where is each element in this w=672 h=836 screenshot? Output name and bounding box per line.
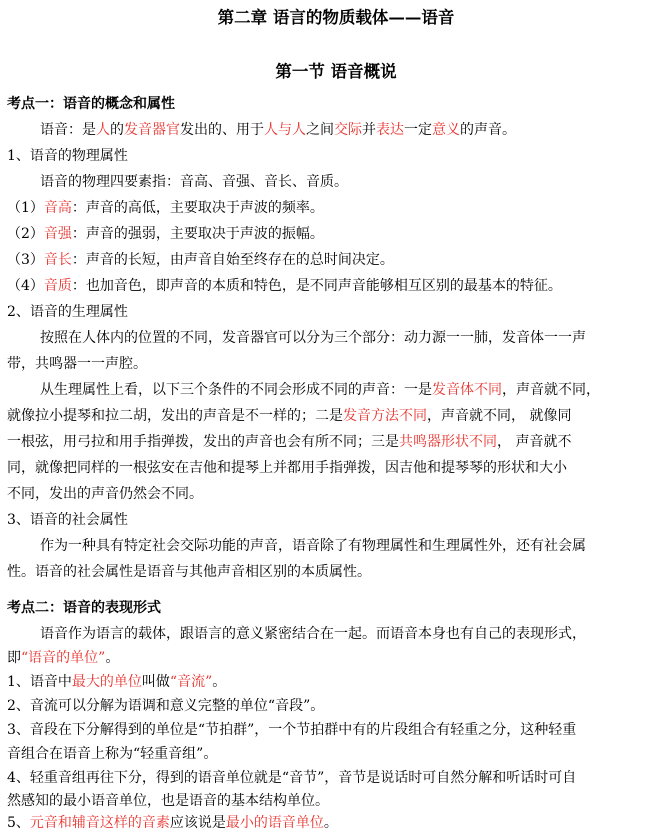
unit-item-3-line1: 3、音段在下分解得到的单位是“节拍群”，一个节拍群中有的片段组合有轻重之分，这种轻重 [7, 722, 577, 738]
physiological-p2-line2: 就像拉小提琴和拉二胡，发出的声音是不一样的；二是发音方法不同，声音就不同， 就像同 [7, 408, 572, 424]
social-line1: 作为一种具有特定社会交际功能的声音，语音除了有物理属性和生理属性外，还有社会属 [40, 538, 586, 554]
physical-item-1: （1）音高：声音的高低，主要取决于声波的频率。 [7, 200, 324, 216]
chapter-title: 第二章 语言的物质载体——语音 [217, 8, 455, 27]
unit-item-1: 1、语音中最大的单位叫做“音流”。 [7, 674, 227, 690]
physiological-p2-line4: 同，就像把同样的一根弦安在吉他和提琴上并都用手指弹拨，因吉他和提琴琴的形状和大小 [7, 460, 567, 476]
physiological-p1-line2: 带，共鸣器一一声腔。 [7, 356, 147, 372]
kp2-intro-line1: 语音作为语言的载体，跟语言的意义紧密结合在一起。而语音本身也有自己的表现形式， [40, 626, 586, 642]
kp2-heading: 考点二：语音的表现形式 [7, 600, 161, 616]
unit-item-4-line1: 4、轻重音组再往下分，得到的语音单位就是“音节”，音节是说话时可自然分解和听话时可自 [7, 770, 577, 786]
unit-item-5: 5、元音和辅音这样的音素应该说是最小的语音单位。 [7, 815, 338, 831]
unit-item-3-line2: 音组合在语音上称为“轻重音组”。 [7, 746, 218, 762]
physiological-p2-line3: 一根弦，用弓拉和用手指弹拨，发出的声音也会有所不同；三是共鸣器形状不同， 声音就不 [7, 434, 572, 450]
social-line2: 性。语音的社会属性是语音与其他声音相区别的本质属性。 [7, 564, 371, 580]
physical-intro: 语音的物理四要素指：音高、音强、音长、音质。 [40, 174, 348, 190]
social-title: 3、语音的社会属性 [7, 512, 128, 528]
kp2-intro-line2: 即“语音的单位”。 [7, 650, 120, 666]
physiological-p2-line1: 从生理属性上看，以下三个条件的不同会形成不同的声音：一是发音体不同，声音就不同， [40, 382, 600, 398]
kp1-definition: 语音：是人的发音器官发出的、用于人与人之间交际并表达一定意义的声音。 [40, 122, 516, 138]
physical-item-3: （3）音长：声音的长短，由声音自始至终存在的总时间决定。 [7, 252, 394, 268]
physical-item-4: （4）音质：也加音色，即声音的本质和特色，是不同声音能够相互区别的最基本的特征。 [7, 278, 562, 294]
unit-item-4-line2: 然感知的最小语音单位，也是语音的基本结构单位。 [7, 793, 329, 809]
physiological-p2-line5: 不同，发出的声音仍然会不同。 [7, 486, 203, 502]
section-title: 第一节 语音概说 [275, 62, 397, 81]
kp1-heading: 考点一：语音的概念和属性 [7, 96, 175, 112]
physical-title: 1、语音的物理属性 [7, 148, 128, 164]
unit-item-2: 2、音流可以分解为语调和意义完整的单位“音段”。 [7, 698, 325, 714]
physiological-title: 2、语音的生理属性 [7, 304, 128, 320]
physiological-p1-line1: 按照在人体内的位置的不同，发音器官可以分为三个部分：动力源一一肺，发音体一一声 [40, 330, 586, 346]
physical-item-2: （2）音强：声音的强弱，主要取决于声波的振幅。 [7, 226, 324, 242]
